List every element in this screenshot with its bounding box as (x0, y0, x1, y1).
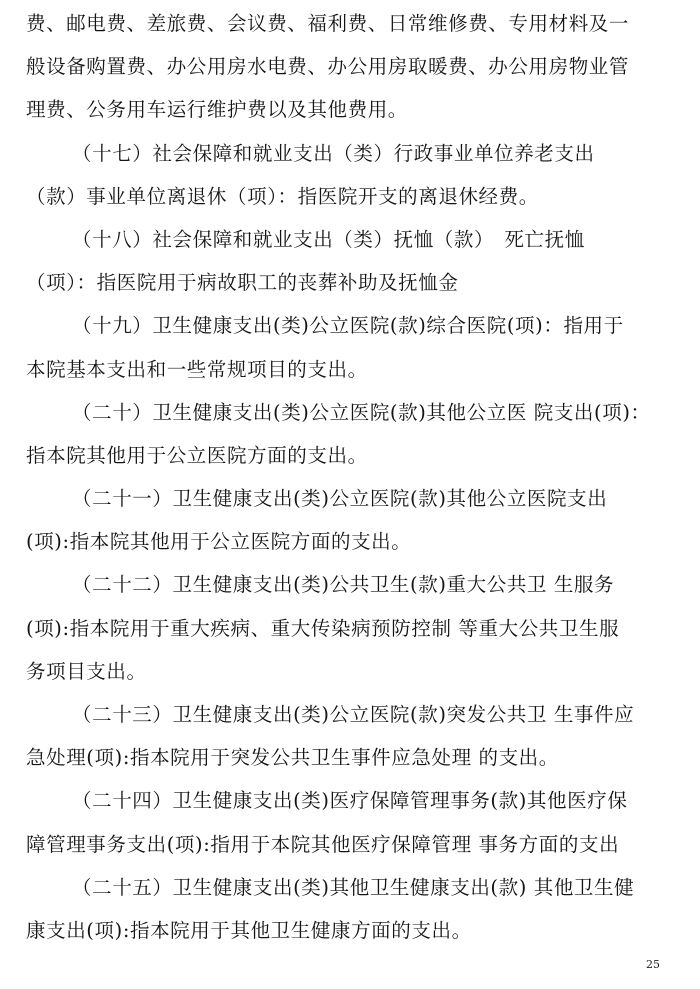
text-line: （二十一）卫生健康支出(类)公立医院(款)其他公立医院支出 (72, 487, 608, 511)
text-line: （十九）卫生健康支出(类)公立医院(款)综合医院(项)：指用于 (72, 314, 624, 338)
text-line: 指本院其他用于公立医院方面的支出。 (26, 443, 368, 467)
text-line: (项):指本院用于重大疾病、重大传染病预防控制 等重大公共卫生服 (26, 616, 620, 640)
text-line: （二十四）卫生健康支出(类)医疗保障管理事务(款)其他医疗保 (72, 789, 628, 813)
text-line: （项）：指医院用于病故职工的丧葬补助及抚恤金 (26, 271, 459, 295)
text-line: (项):指本院其他用于公立医院方面的支出。 (26, 530, 412, 554)
text-line: （二十二）卫生健康支出(类)公共卫生(款)重大公共卫 生服务 (72, 573, 615, 597)
text-line: （十八）社会保障和就业支出（类）抚恤（款） 死亡抚恤 (72, 227, 585, 251)
text-line: 理费、公务用车运行维护费以及其他费用。 (26, 98, 408, 122)
body-text (26, 2, 674, 952)
text-line: 本院基本支出和一些常规项目的支出。 (26, 357, 368, 381)
text-line: （十七）社会保障和就业支出（类）行政事业单位养老支出 (72, 141, 595, 165)
page-number: 25 (646, 958, 660, 971)
text-line: （二十五）卫生健康支出(类)其他卫生健康支出(款) 其他卫生健 (72, 875, 635, 899)
text-line: 务项目支出。 (26, 659, 147, 683)
text-line: 般设备购置费、办公用房水电费、办公用房取暖费、办公用房物业管 (26, 55, 630, 79)
text-line: （款）事业单位离退休（项）：指医院开支的离退休经费。 (26, 184, 539, 208)
text-line: 障管理事务支出(项):指用于本院其他医疗保障管理 事务方面的支出 (26, 832, 620, 856)
text-line: 急处理(项):指本院用于突发公共卫生事件应急处理 的支出。 (26, 746, 559, 770)
text-line: （二十三）卫生健康支出(类)公立医院(款)突发公共卫 生事件应 (72, 703, 635, 726)
text-line: 康支出(项):指本院用于其他卫生健康方面的支出。 (26, 918, 472, 942)
text-line: （二十）卫生健康支出(类)公立医院(款)其他公立医 院支出(项)： (72, 400, 651, 424)
text-line: 费、邮电费、差旅费、会议费、福利费、日常维修费、专用材料及一 (26, 12, 630, 35)
